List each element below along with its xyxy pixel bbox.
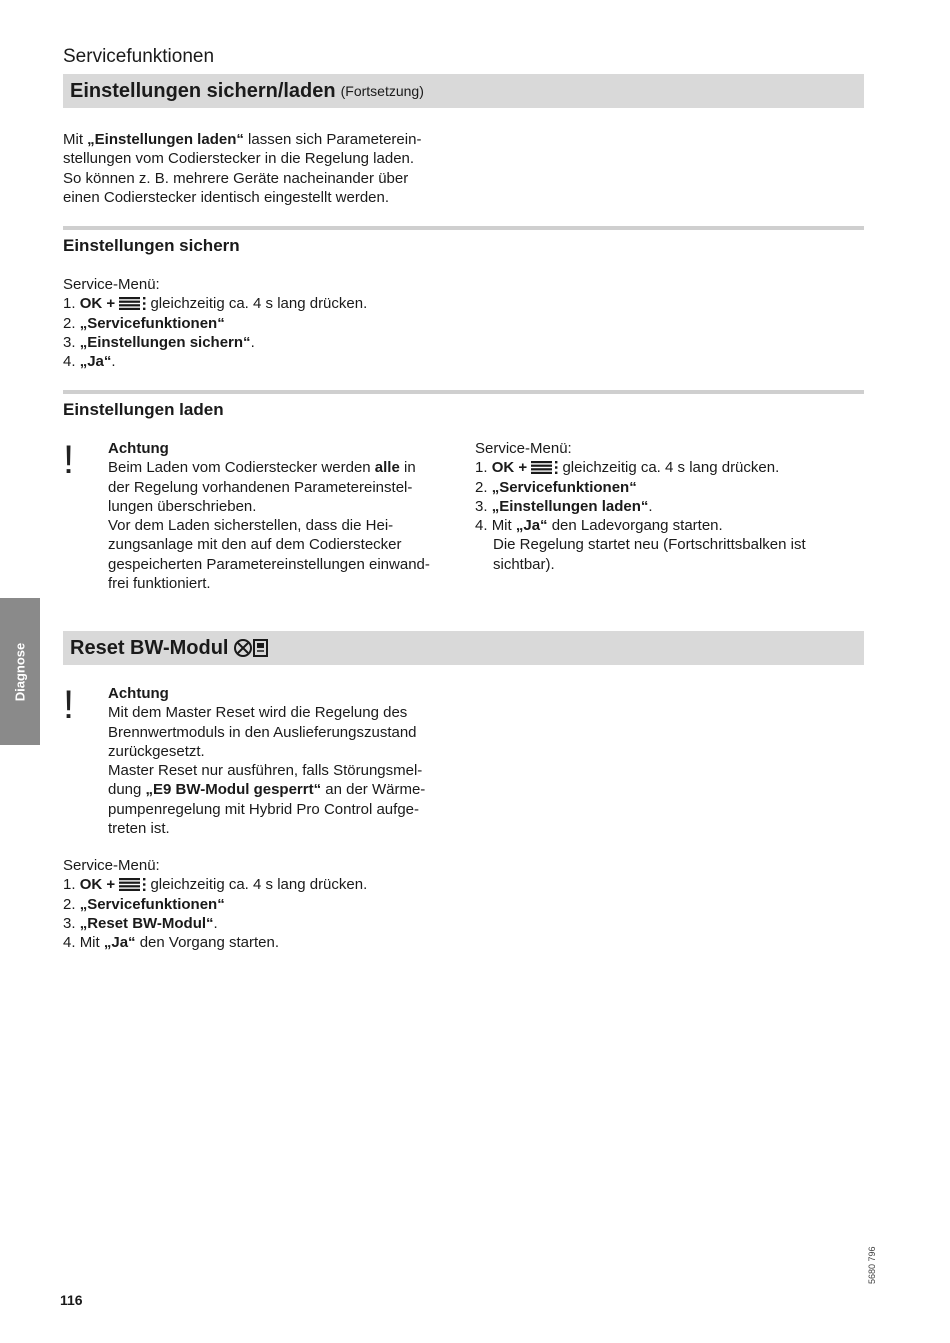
step-key: „Servicefunktionen“: [491, 478, 637, 496]
step-number: 1.: [475, 459, 492, 477]
hybrid-module-icon: [234, 638, 272, 658]
step-text: den Ladevorgang starten.: [547, 517, 723, 535]
step-text: Mit: [79, 934, 104, 952]
intro-text: Mit: [63, 131, 88, 148]
menu-label: Service-Menü:: [63, 276, 160, 293]
intro-paragraph: [63, 130, 463, 207]
step-4-continuation: sichtbar).: [493, 555, 555, 573]
step-text: Mit: [491, 517, 516, 535]
step-number: 3.: [475, 497, 492, 515]
step-number: 3.: [63, 333, 80, 351]
warning-line: gespeicherten Parametereinstellungen einwand-: [108, 555, 430, 573]
menu-lines-icon: [119, 297, 146, 310]
divider: [63, 226, 864, 230]
step-number: 4.: [475, 517, 492, 535]
step-text: gleichzeitig ca. 4 s lang drücken.: [146, 876, 368, 894]
step-key: „Servicefunktionen“: [79, 895, 225, 913]
warning-laden: [108, 439, 463, 593]
side-tab-label: Diagnose: [12, 642, 28, 701]
warning-text: an der Wärme-: [321, 781, 426, 799]
warning-heading: Achtung: [108, 685, 169, 702]
side-tab-diagnose: [0, 598, 40, 745]
step-number: 1.: [63, 876, 80, 894]
step-3: [63, 333, 483, 352]
step-key: „Ja“: [79, 353, 112, 371]
warning-line: zurückgesetzt.: [108, 742, 205, 760]
step-1: [475, 458, 860, 477]
warning-line: pumpenregelung mit Hybrid Pro Control aufge-: [108, 800, 419, 818]
step-text: gleichzeitig ca. 4 s lang drücken.: [146, 295, 368, 313]
step-key: „Servicefunktionen“: [79, 314, 225, 332]
step-4: [475, 516, 860, 535]
step-2: [63, 314, 483, 333]
laden-steps: [475, 439, 860, 574]
step-3: [475, 497, 860, 516]
warning-text: dung: [108, 781, 146, 799]
step-2: [475, 478, 860, 497]
step-4: [63, 352, 483, 371]
intro-text: lassen sich Parameterein-: [243, 131, 422, 148]
step-key: „Einstellungen laden“: [491, 497, 649, 515]
step-number: 2.: [63, 314, 80, 332]
intro-line: So können z. B. mehrere Geräte nacheinander über: [63, 169, 409, 187]
intro-line: einen Codierstecker identisch eingestellt werden.: [63, 188, 390, 206]
document-number: 5680 796: [867, 1246, 877, 1284]
step-number: 4.: [63, 934, 80, 952]
section-title: Einstellungen sichern/laden: [70, 79, 336, 102]
warning-line: frei funktioniert.: [108, 575, 211, 593]
menu-lines-icon: [119, 878, 146, 891]
step-4: [63, 933, 483, 952]
section-title: Reset BW-Modul: [70, 636, 229, 659]
intro-line: stellungen vom Codierstecker in die Regelung laden.: [63, 150, 415, 168]
step-key: OK +: [79, 876, 116, 894]
step-3: [63, 914, 483, 933]
step-key: OK +: [79, 295, 116, 313]
menu-lines-icon: [531, 461, 558, 474]
step-key: „Ja“: [515, 517, 548, 535]
warning-line: zungsanlage mit den auf dem Codierstecker: [108, 536, 402, 554]
warning-line: Mit dem Master Reset wird die Regelung des: [108, 704, 408, 722]
step-text: den Vorgang starten.: [135, 934, 279, 952]
section-title-suffix: (Fortsetzung): [340, 83, 424, 99]
step-number: 3.: [63, 914, 80, 932]
warning-bold: alle: [374, 459, 400, 477]
exclamation-icon: !: [63, 683, 75, 727]
step-text: .: [250, 333, 255, 351]
warning-line: Master Reset nur ausführen, falls Störungsmel-: [108, 762, 423, 780]
step-number: 4.: [63, 353, 80, 371]
warning-line: der Regelung vorhandenen Parametereinstel-: [108, 478, 413, 496]
section-title-bar: [63, 74, 864, 108]
step-number: 2.: [63, 895, 80, 913]
intro-bold: „Einstellungen laden“: [87, 131, 244, 148]
warning-bold: „E9 BW-Modul gesperrt“: [145, 781, 322, 799]
reset-steps: [63, 856, 483, 952]
step-1: [63, 294, 483, 313]
step-text: .: [648, 497, 653, 515]
warning-line: lungen überschrieben.: [108, 497, 257, 515]
menu-label: Service-Menü:: [63, 857, 160, 874]
step-key: OK +: [491, 459, 528, 477]
warning-reset: [108, 684, 468, 838]
exclamation-icon: !: [63, 438, 75, 482]
subsection-title-sichern: Einstellungen sichern: [63, 236, 240, 255]
step-1: [63, 875, 483, 894]
section-title-bar: [63, 631, 864, 665]
step-text: .: [111, 353, 116, 371]
step-number: 2.: [475, 478, 492, 496]
step-4-continuation: Die Regelung startet neu (Fortschrittsbalken ist: [493, 536, 806, 554]
step-key: „Ja“: [103, 934, 136, 952]
menu-label: Service-Menü:: [475, 440, 572, 457]
sichern-steps: [63, 275, 483, 371]
step-key: „Einstellungen sichern“: [79, 333, 251, 351]
step-key: „Reset BW-Modul“: [79, 914, 214, 932]
subsection-title-laden: Einstellungen laden: [63, 400, 224, 419]
warning-heading: Achtung: [108, 440, 169, 457]
warning-text: Beim Laden vom Codierstecker werden: [108, 459, 375, 477]
divider: [63, 390, 864, 394]
step-text: gleichzeitig ca. 4 s lang drücken.: [558, 459, 780, 477]
warning-text: in: [399, 459, 416, 477]
step-text: .: [213, 914, 218, 932]
section-label: Servicefunktionen: [63, 46, 215, 67]
page-number: 116: [60, 1292, 83, 1308]
warning-line: Brennwertmoduls in den Auslieferungszustand: [108, 723, 417, 741]
warning-line: Vor dem Laden sicherstellen, dass die Hei-: [108, 517, 394, 535]
step-2: [63, 895, 483, 914]
warning-line: treten ist.: [108, 820, 170, 838]
step-number: 1.: [63, 295, 80, 313]
